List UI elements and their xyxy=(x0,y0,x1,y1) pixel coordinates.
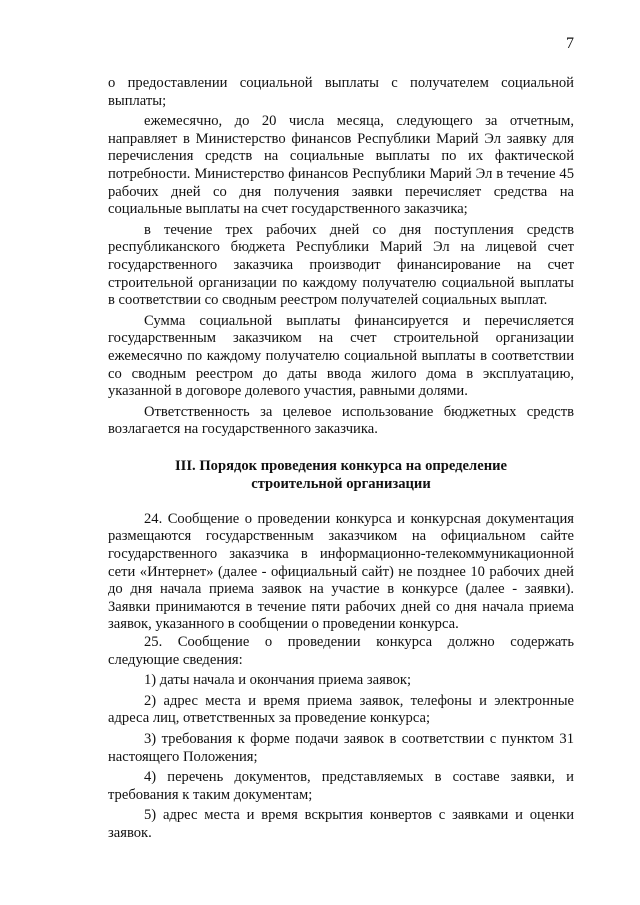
page-number: 7 xyxy=(566,35,574,52)
clause-25-item-4: 4) перечень документов, представляемых в составе заявки, и требования к таким документам; xyxy=(108,769,574,803)
paragraph-social-payment-agreement: о предоставлении социальной выплаты с получателем социальной выплаты; xyxy=(108,75,574,109)
section-heading-line2: строительной организации xyxy=(251,475,431,492)
paragraph-three-days-financing: в течение трех рабочих дней со дня поступления средств республиканского бюджета Республики Марий Эл на лицевой счет государственного заказчика производит финансирование на счет строительной организации по каждому получателю социальной выплаты в соответствии со сводным реестром получателей социальных выплат. xyxy=(108,221,574,309)
clause-25-item-3: 3) требования к форме подачи заявок в соответствии с пунктом 31 настоящего Положения; xyxy=(108,731,574,765)
paragraph-monthly-request: ежемесячно, до 20 числа месяца, следующего за отчетным, направляет в Министерство финансов Республики Марий Эл заявку для перечисления средств на социальные выплаты по их фактической потребности. Министерство финансов Республики Марий Эл в течение 45 рабочих дней со дня получения заявки перечисляет средства на социальные выплаты на счет государственного заказчика; xyxy=(108,113,574,218)
paragraph-responsibility: Ответственность за целевое использование бюджетных средств возлагается на государственного заказчика. xyxy=(108,403,574,438)
document-body xyxy=(108,75,574,843)
clause-24: 24. Сообщение о проведении конкурса и конкурсная документация размещаются государственным заказчиком на официальном сайте государственного заказчика в информационно-телекоммуникационной сети «Интернет» (далее - официальный сайт) не позднее 10 рабочих дней до дня начала приема заявок на участие в конкурсе (далее - заявки). Заявки принимаются в течение пяти рабочих дней со дня начала приема заявок, указанного в сообщении о проведении конкурса. xyxy=(108,510,574,633)
clause-25-item-2: 2) адрес места и время приема заявок, телефоны и электронные адреса лиц, ответственных за проведение конкурса; xyxy=(108,692,574,727)
clause-25: 25. Сообщение о проведении конкурса должно содержать следующие сведения: xyxy=(108,634,574,668)
clause-25-item-5: 5) адрес места и время вскрытия конвертов с заявками и оценки заявок. xyxy=(108,807,574,841)
clause-25-item-1: 1) даты начала и окончания приема заявок; xyxy=(144,672,412,689)
section-heading-line1: III. Порядок проведения конкурса на определение xyxy=(175,457,507,474)
paragraph-payment-amount: Сумма социальной выплаты финансируется и перечисляется государственным заказчиком на счет строительной организации ежемесячно по каждому получателю социальной выплаты в соответствии со сводным реестром до даты ввода жилого дома в эксплуатацию, указанной в договоре долевого участия, равными долями. xyxy=(108,312,574,400)
